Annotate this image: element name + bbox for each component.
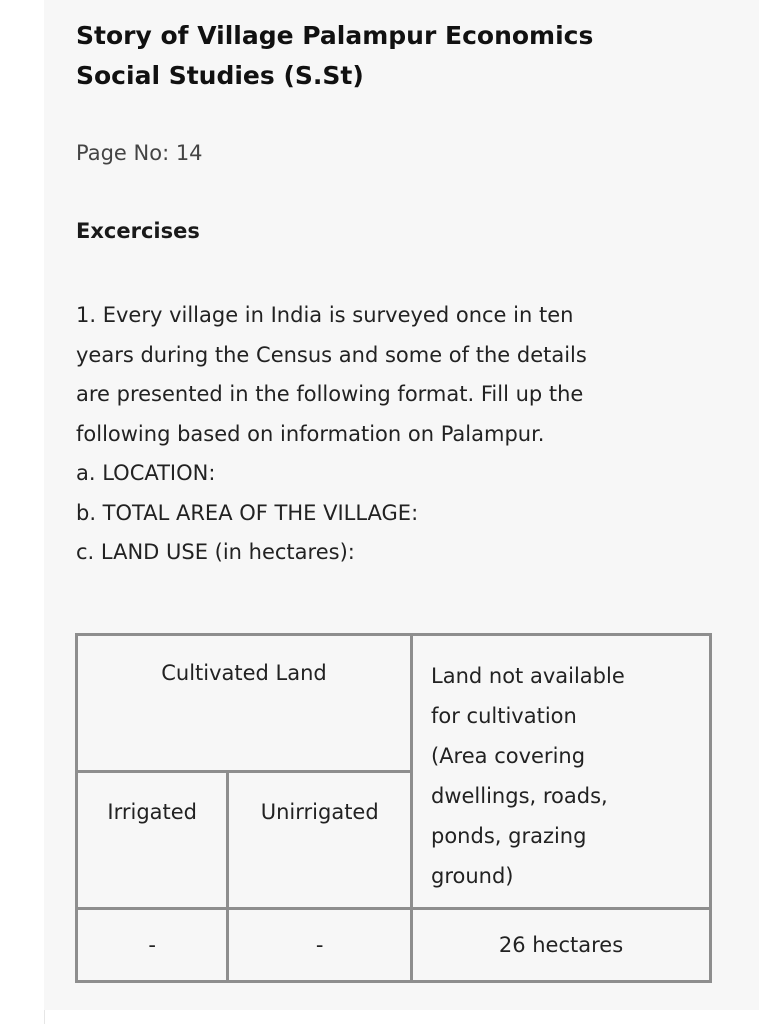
title-line-2: Social Studies (S.St) [76,61,364,90]
header-not-available-line: ground) [431,864,514,888]
content-card [44,0,759,1010]
cell-unirrigated-value: - [228,909,412,982]
header-not-available-line: (Area covering [431,744,586,768]
subheader-irrigated: Irrigated [77,772,228,909]
question-line: are presented in the following format. Fill up the [76,382,584,406]
page-number: Page No: 14 [76,141,203,165]
header-not-available-line: Land not available [431,664,625,688]
question-line: 1. Every village in India is surveyed once in ten [76,303,574,327]
question-text [76,296,716,573]
table-row [77,909,711,982]
cell-irrigated-value: - [77,909,228,982]
table-row [77,635,711,772]
left-margin [0,0,45,1024]
question-line: following based on information on Palampur. [76,421,545,446]
cell-not-available-value: 26 hectares [412,909,711,982]
page-title [76,16,716,96]
question-line: years during the Census and some of the details [76,342,587,367]
land-use-table [75,633,712,983]
question-item-land-use: c. LAND USE (in hectares): [76,540,355,564]
title-line-1: Story of Village Palampur Economics [76,21,594,50]
header-not-available-line: ponds, grazing [431,824,587,848]
header-not-available-line: dwellings, roads, [431,784,608,808]
subheader-unirrigated: Unirrigated [228,772,412,909]
question-item-total-area: b. TOTAL AREA OF THE VILLAGE: [76,500,419,525]
header-not-available-line: for cultivation [431,704,577,728]
header-land-not-available [412,635,711,909]
section-heading: Excercises [76,219,200,243]
header-cultivated-land: Cultivated Land [77,635,412,772]
question-item-location: a. LOCATION: [76,461,216,485]
